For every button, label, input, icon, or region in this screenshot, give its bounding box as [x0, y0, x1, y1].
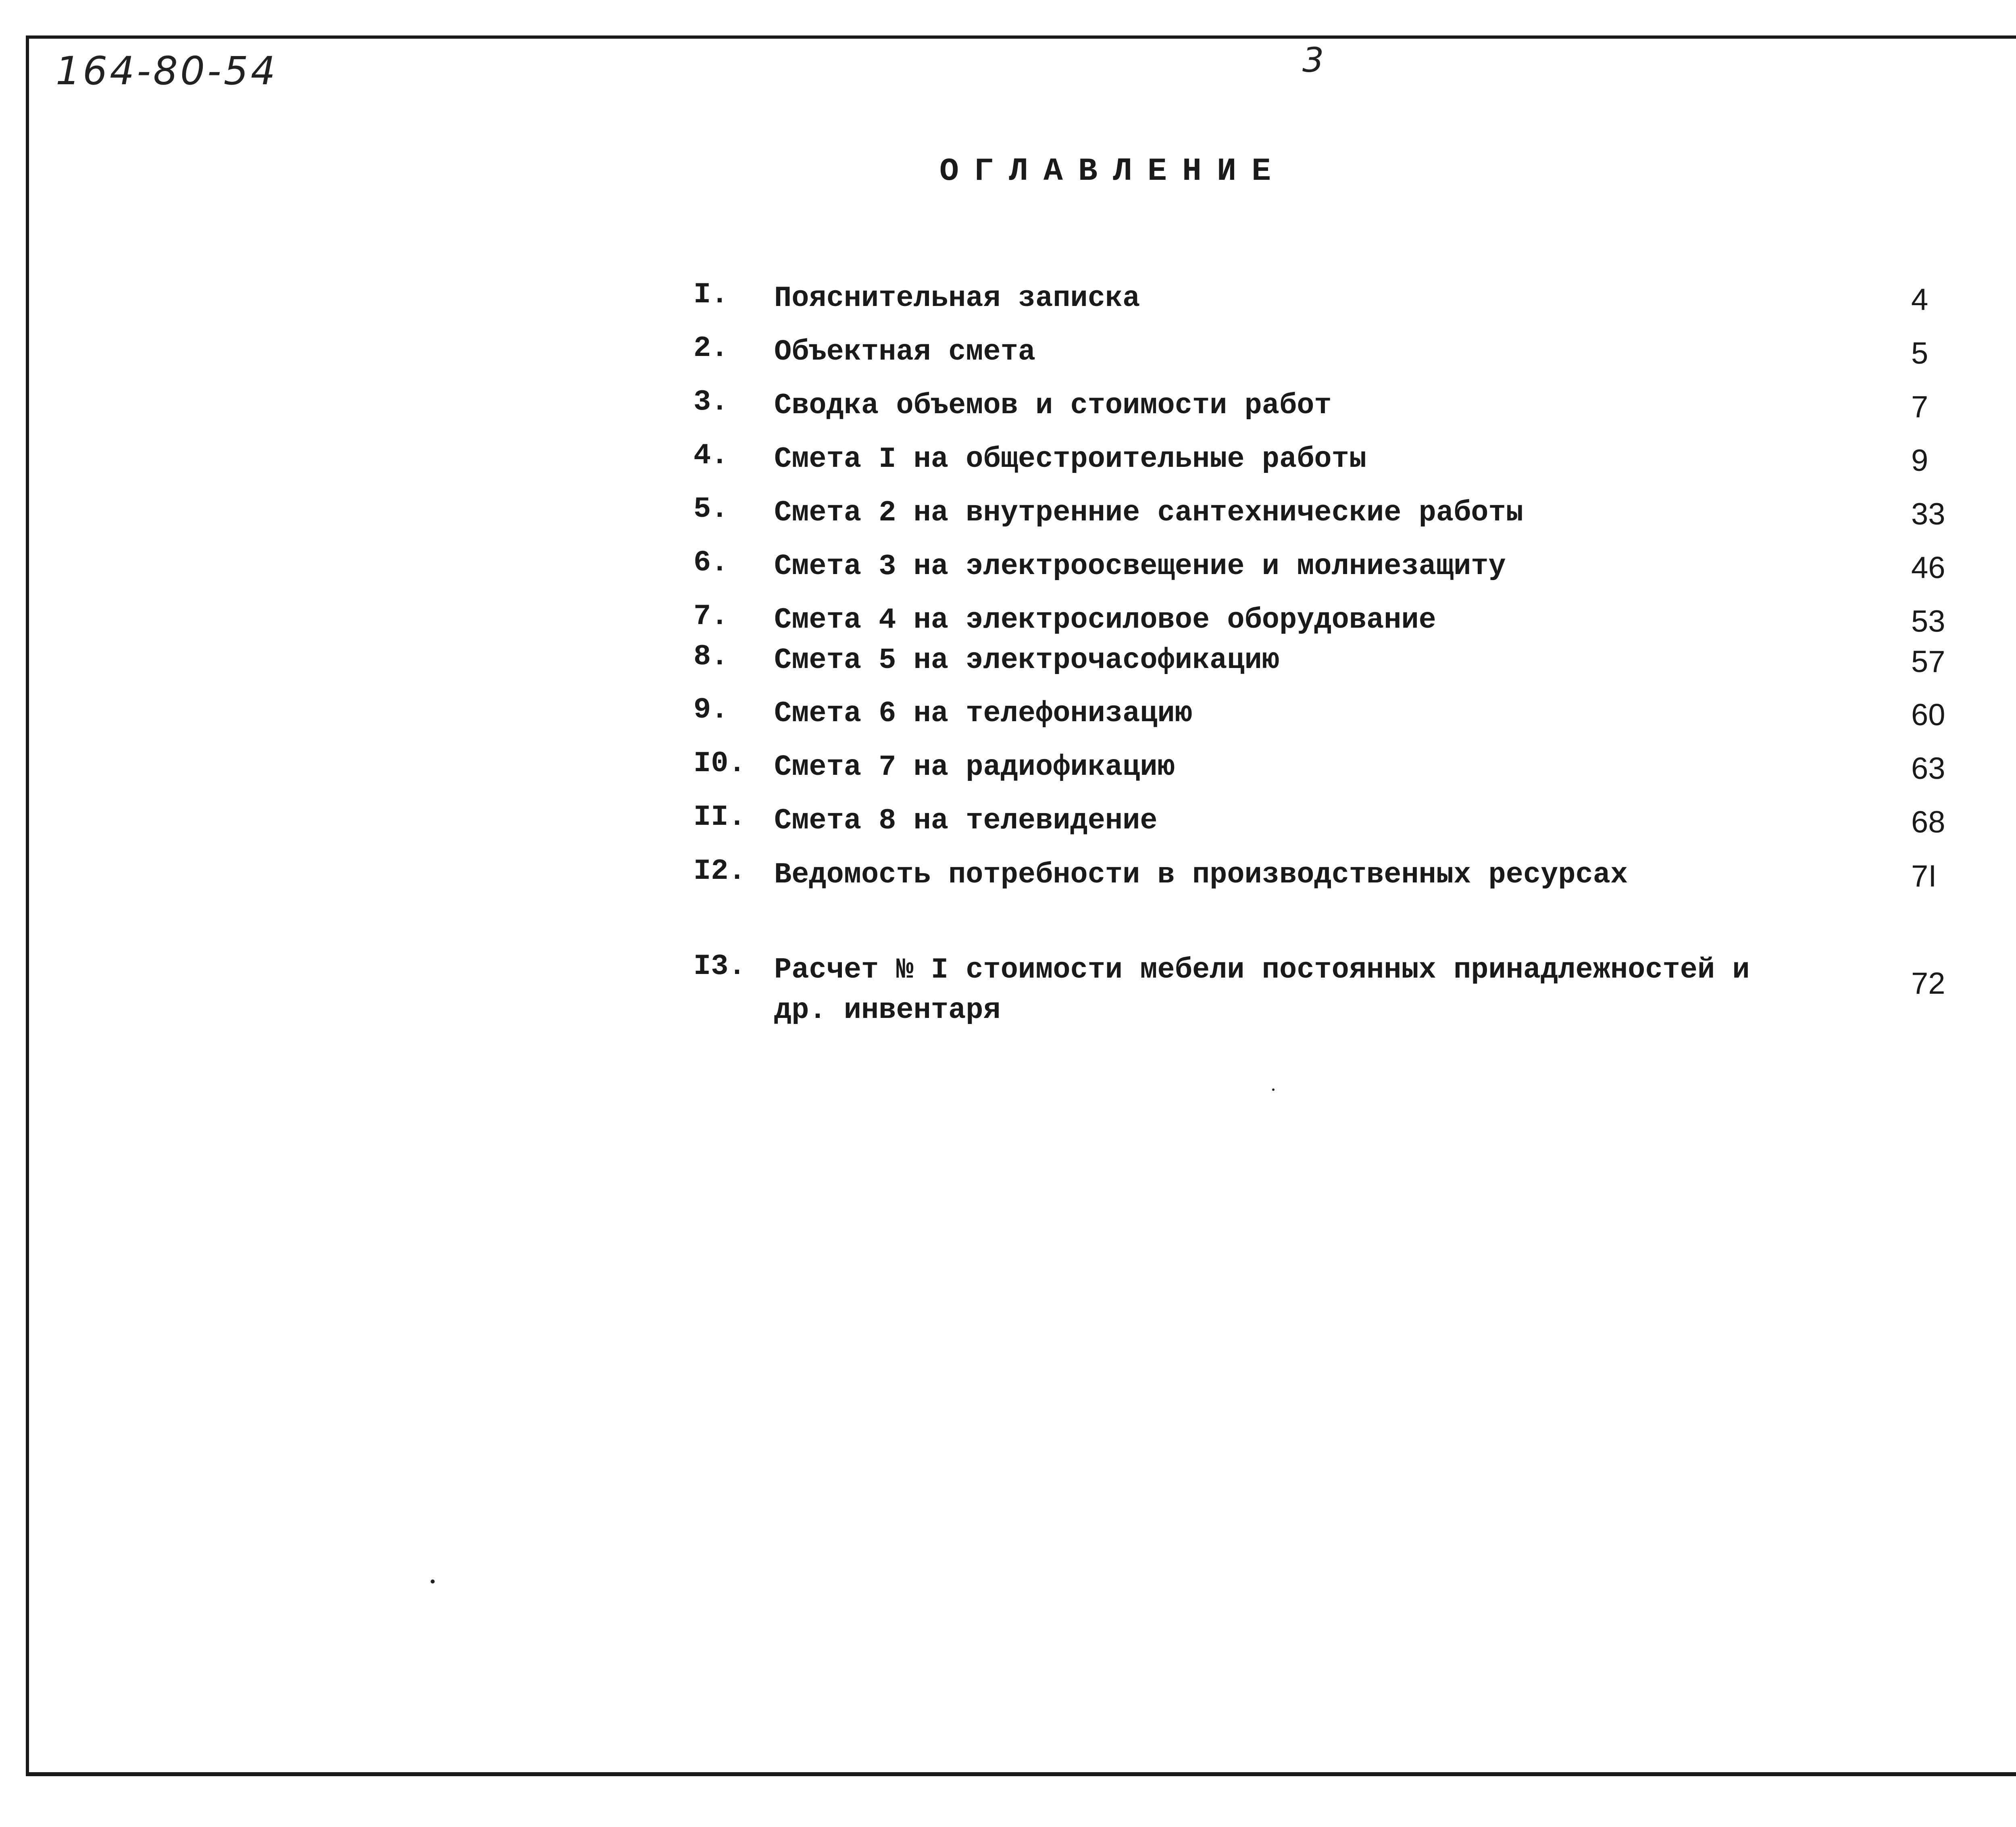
- document-code: 164-80-54: [56, 48, 278, 94]
- toc-item-number: 7.: [694, 600, 729, 633]
- toc-item-page: 7I: [1911, 859, 1937, 893]
- toc-item-number: I.: [694, 278, 729, 311]
- toc-item-number: 4.: [694, 439, 729, 472]
- toc-item-number: 3.: [694, 385, 729, 418]
- toc-item-page: 4: [1911, 283, 1929, 317]
- toc-item-number: II.: [694, 801, 746, 834]
- toc-item-title: Объектная смета: [774, 335, 1036, 368]
- toc-item-title: Ведомость потребности в производственных ресурсах: [774, 858, 1628, 891]
- toc-item-page: 72: [1911, 966, 1945, 1001]
- toc-item-title: Смета 3 на электроосвещение и молниезащиту: [774, 550, 1506, 583]
- toc-item-page: 57: [1911, 645, 1945, 679]
- toc-item-title: Смета I на общестроительные работы: [774, 443, 1367, 476]
- toc-item-page: 68: [1911, 805, 1945, 839]
- toc-item-number: I2.: [694, 855, 746, 888]
- toc-item-title: Смета 8 на телевидение: [774, 804, 1158, 837]
- toc-item-page: 63: [1911, 751, 1945, 786]
- toc-item-title: Сводка объемов и стоимости работ: [774, 389, 1332, 422]
- toc-item-number: 2.: [694, 332, 729, 365]
- toc-item-number: 6.: [694, 546, 729, 579]
- ink-speck: [1272, 1088, 1275, 1091]
- page-title: ОГЛАВЛЕНИЕ: [939, 153, 1287, 190]
- toc-item-title: Смета 7 на радиофикацию: [774, 751, 1175, 784]
- toc-item-title: Пояснительная записка: [774, 282, 1140, 315]
- toc-item-page: 60: [1911, 698, 1945, 732]
- toc-item-page: 46: [1911, 551, 1945, 585]
- toc-item-number: I3.: [694, 950, 746, 983]
- page-number: 3: [1302, 40, 1324, 80]
- toc-item-title: Смета 6 на телефонизацию: [774, 697, 1192, 730]
- toc-item-title: Смета 2 на внутренние сантехнические работы: [774, 496, 1523, 529]
- toc-item-number: I0.: [694, 747, 746, 780]
- toc-item-page: 33: [1911, 497, 1945, 531]
- toc-item-title: Расчет № I стоимости мебели постоянных принадлежностей и др. инвентаря: [774, 953, 1750, 1027]
- ink-speck: [431, 1579, 435, 1584]
- toc-item-number: 5.: [694, 493, 729, 526]
- toc-item-page: 7: [1911, 390, 1929, 424]
- toc-item-page: 5: [1911, 336, 1929, 370]
- toc-item-title: Смета 5 на электрочасофикацию: [774, 644, 1280, 677]
- toc-item-page: 53: [1911, 604, 1945, 639]
- toc-item-title: Смета 4 на электросиловое оборудование: [774, 603, 1436, 637]
- toc-item-page: 9: [1911, 443, 1929, 478]
- toc-item-number: 8.: [694, 640, 729, 673]
- toc-item-number: 9.: [694, 693, 729, 726]
